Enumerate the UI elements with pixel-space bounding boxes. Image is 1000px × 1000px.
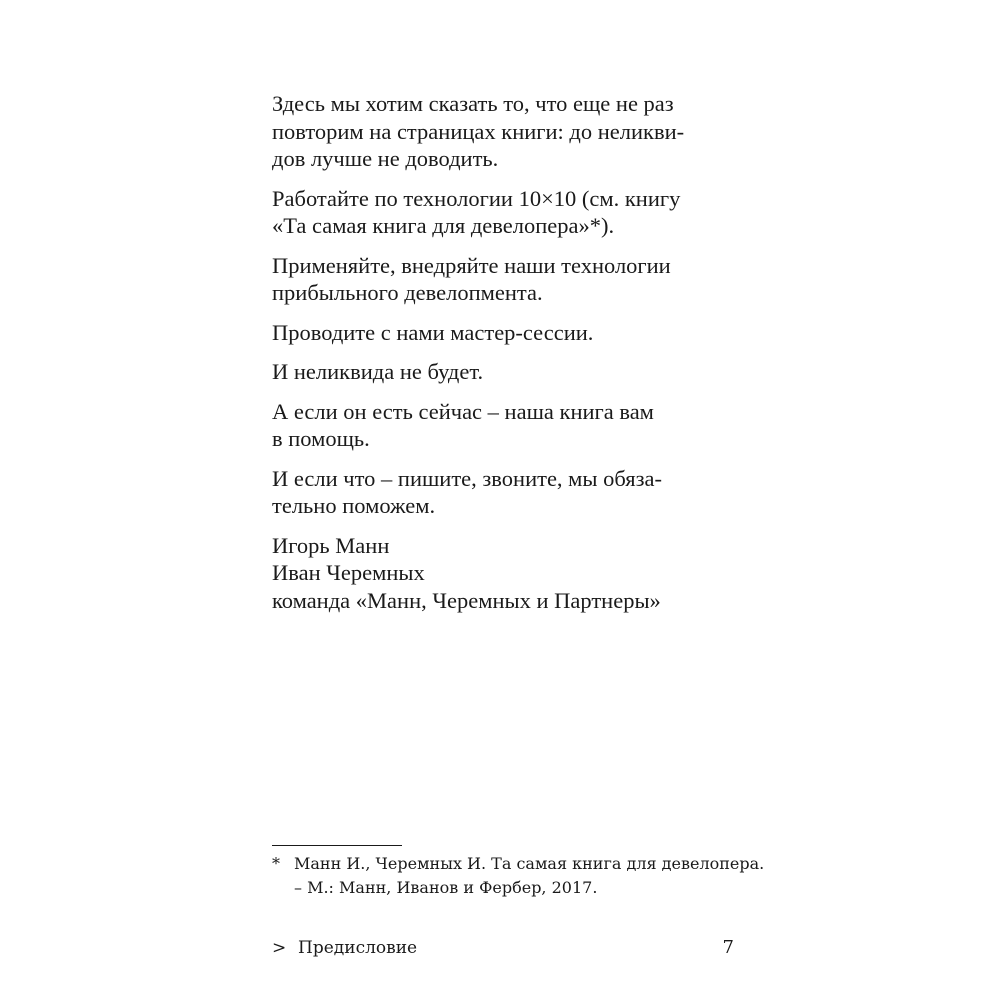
paragraph <box>272 465 742 520</box>
footnote-mark: * <box>272 854 280 873</box>
arrow-icon: > <box>272 938 287 958</box>
text-line: повторим на страницах книги: до неликви- <box>272 118 685 144</box>
footnote-text: Манн И., Черемных И. Та самая книга для девелопера. <box>294 854 765 873</box>
footnote <box>272 852 765 900</box>
text-line: Проводите с нами мастер-сессии. <box>272 319 594 345</box>
paragraph <box>272 319 742 347</box>
text-line: Применяйте, внедряйте наши технологии <box>272 252 671 278</box>
text-line: в помощь. <box>272 426 370 451</box>
signature-line: Игорь Манн <box>272 532 390 558</box>
paragraph <box>272 252 742 307</box>
signature-line: команда «Манн, Черемных и Партнеры» <box>272 587 661 613</box>
paragraph <box>272 185 742 240</box>
paragraph <box>272 90 742 173</box>
text-line: тельно поможем. <box>272 493 436 518</box>
body-text <box>272 90 742 614</box>
page-number: 7 <box>722 937 734 958</box>
text-line: дов лучше не доводить. <box>272 146 499 171</box>
text-line: Работайте по технологии 10×10 (см. книгу <box>272 185 681 211</box>
section-title: Предисловие <box>298 938 418 958</box>
signature-line: Иван Черемных <box>272 560 425 585</box>
text-line: И неликвида не будет. <box>272 359 484 384</box>
footnote-divider <box>272 845 402 846</box>
footnote-line: – М.: Манн, Иванов и Фербер, 2017. <box>294 878 598 897</box>
text-line: А если он есть сейчас – наша книга вам <box>272 398 654 424</box>
paragraph <box>272 358 742 386</box>
footnote-line <box>272 852 765 876</box>
text-line: Здесь мы хотим сказать то, что еще не раз <box>272 91 674 116</box>
text-line: «Та самая книга для девелопера»*). <box>272 213 615 238</box>
text-line: И если что – пишите, звоните, мы обяза- <box>272 465 663 491</box>
text-line: прибыльного девелопмента. <box>272 280 543 305</box>
running-footer <box>272 935 742 961</box>
signature <box>272 532 742 615</box>
paragraph <box>272 398 742 453</box>
